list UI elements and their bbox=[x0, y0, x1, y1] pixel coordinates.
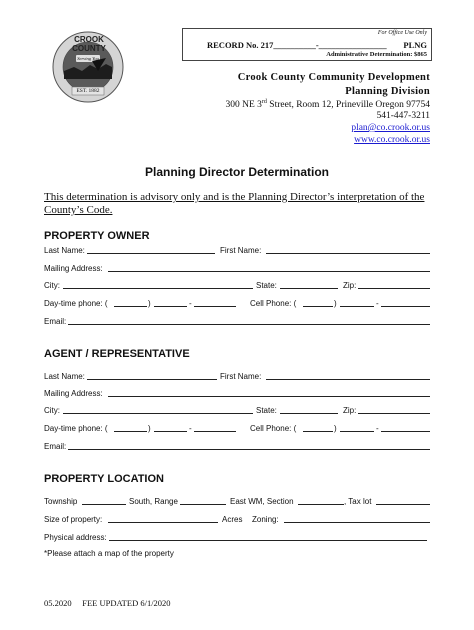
map-note-row bbox=[44, 546, 430, 558]
range-label: South, Range bbox=[129, 497, 178, 506]
owner-cell-paren: ) bbox=[334, 299, 337, 308]
agent-cell-area-field[interactable] bbox=[303, 431, 333, 432]
agent-first-name-label: First Name: bbox=[220, 372, 262, 381]
owner-zip-label: Zip: bbox=[343, 281, 357, 290]
address-sup: rd bbox=[261, 99, 267, 105]
address-suffix: Street, Room 12, Prineville Oregon 97754 bbox=[266, 100, 430, 111]
owner-day-number-field[interactable] bbox=[194, 306, 236, 307]
owner-mailing-label: Mailing Address: bbox=[44, 264, 103, 273]
owner-cell-phone-label: Cell Phone: ( bbox=[250, 299, 297, 308]
county-seal bbox=[52, 31, 124, 103]
agent-day-dash: - bbox=[189, 424, 192, 433]
section-field[interactable] bbox=[298, 504, 344, 505]
agent-day-number-field[interactable] bbox=[194, 431, 236, 432]
admin-fee: Administrative Determination: $865 bbox=[326, 51, 427, 58]
office-use-label: For Office Use Only bbox=[377, 30, 427, 36]
owner-last-name-label: Last Name: bbox=[44, 246, 85, 255]
physical-address-label: Physical address: bbox=[44, 533, 107, 542]
seal-est: EST. 1882 bbox=[76, 88, 100, 94]
owner-cell-area-field[interactable] bbox=[303, 306, 333, 307]
agent-last-name-label: Last Name: bbox=[44, 372, 85, 381]
agent-state-label: State: bbox=[256, 406, 277, 415]
agent-phone-row bbox=[44, 421, 430, 433]
owner-email-row bbox=[44, 314, 430, 326]
owner-day-area-field[interactable] bbox=[114, 306, 147, 307]
org-name: Crook County Community Development bbox=[237, 72, 430, 83]
owner-city-field[interactable] bbox=[63, 288, 253, 289]
footer-version: 05.2020 FEE UPDATED 6/1/2020 bbox=[44, 598, 171, 608]
owner-first-name-field[interactable] bbox=[266, 253, 430, 254]
advisory-text: This determination is advisory only and is the Planning Director’s interpretation of the County’s Code. bbox=[44, 191, 425, 216]
agent-zip-field[interactable] bbox=[358, 413, 430, 414]
record-suffix: PLNG bbox=[403, 40, 427, 50]
location-size-row bbox=[44, 512, 430, 524]
agent-day-prefix-field[interactable] bbox=[154, 431, 187, 432]
agent-state-field[interactable] bbox=[280, 413, 338, 414]
tax-lot-field[interactable] bbox=[376, 504, 430, 505]
agent-cell-phone-label: Cell Phone: ( bbox=[250, 424, 297, 433]
section-label: East WM, Section bbox=[230, 497, 294, 506]
agent-day-area-field[interactable] bbox=[114, 431, 147, 432]
seal-motto: Serving You bbox=[77, 56, 99, 61]
owner-zip-field[interactable] bbox=[358, 288, 430, 289]
agent-heading: AGENT / REPRESENTATIVE bbox=[44, 348, 190, 360]
agent-day-phone-label: Day-time phone: ( bbox=[44, 424, 108, 433]
zoning-field[interactable] bbox=[284, 522, 430, 523]
agent-email-label: Email: bbox=[44, 442, 67, 451]
owner-day-dash: - bbox=[189, 299, 192, 308]
map-note: *Please attach a map of the property bbox=[44, 549, 174, 558]
owner-last-name-field[interactable] bbox=[87, 253, 215, 254]
agent-cell-paren: ) bbox=[334, 424, 337, 433]
agent-mailing-label: Mailing Address: bbox=[44, 389, 103, 398]
range-field[interactable] bbox=[180, 504, 226, 505]
page-title: Planning Director Determination bbox=[144, 165, 330, 179]
agent-email-field[interactable] bbox=[68, 449, 430, 450]
agent-city-label: City: bbox=[44, 406, 60, 415]
size-label: Size of property: bbox=[44, 515, 103, 524]
seal-top-text: CROOK COUNTY bbox=[72, 35, 106, 53]
agent-city-field[interactable] bbox=[63, 413, 253, 414]
owner-day-prefix-field[interactable] bbox=[154, 306, 187, 307]
owner-cell-number-field[interactable] bbox=[381, 306, 430, 307]
zoning-label: Zoning: bbox=[252, 515, 279, 524]
office-use-box bbox=[182, 28, 432, 61]
agent-mailing-field[interactable] bbox=[108, 396, 430, 397]
org-website-link[interactable]: www.co.crook.or.us bbox=[354, 135, 430, 145]
owner-name-row bbox=[44, 243, 430, 255]
location-legal-row bbox=[44, 494, 430, 506]
township-label: Township bbox=[44, 497, 78, 506]
agent-name-row bbox=[44, 369, 430, 381]
owner-city-label: City: bbox=[44, 281, 60, 290]
owner-cell-prefix-field[interactable] bbox=[340, 306, 374, 307]
org-division: Planning Division bbox=[345, 86, 430, 97]
address-prefix: 300 NE 3 bbox=[225, 100, 262, 111]
org-address bbox=[226, 99, 431, 110]
location-physical-row bbox=[44, 530, 430, 542]
agent-mailing-row bbox=[44, 386, 430, 398]
agent-cell-prefix-field[interactable] bbox=[340, 431, 374, 432]
size-field[interactable] bbox=[108, 522, 218, 523]
owner-state-field[interactable] bbox=[280, 288, 338, 289]
agent-email-row bbox=[44, 439, 430, 451]
owner-day-paren: ) bbox=[148, 299, 151, 308]
owner-phone-row bbox=[44, 296, 430, 308]
agent-cell-dash: - bbox=[376, 424, 379, 433]
agent-day-paren: ) bbox=[148, 424, 151, 433]
owner-day-phone-label: Day-time phone: ( bbox=[44, 299, 108, 308]
owner-first-name-label: First Name: bbox=[220, 246, 262, 255]
owner-state-label: State: bbox=[256, 281, 277, 290]
agent-first-name-field[interactable] bbox=[266, 379, 430, 380]
org-email-link[interactable]: plan@co.crook.or.us bbox=[351, 123, 430, 133]
agent-zip-label: Zip: bbox=[343, 406, 357, 415]
agent-city-row bbox=[44, 403, 430, 415]
owner-email-field[interactable] bbox=[68, 324, 430, 325]
owner-heading: PROPERTY OWNER bbox=[44, 230, 150, 242]
acres-label: Acres bbox=[222, 515, 243, 524]
owner-mailing-field[interactable] bbox=[108, 271, 430, 272]
tax-lot-label: , Tax lot bbox=[344, 497, 372, 506]
physical-address-field[interactable] bbox=[109, 540, 427, 541]
owner-cell-dash: - bbox=[376, 299, 379, 308]
township-field[interactable] bbox=[82, 504, 126, 505]
agent-cell-number-field[interactable] bbox=[381, 431, 430, 432]
owner-mailing-row bbox=[44, 261, 430, 273]
owner-email-label: Email: bbox=[44, 317, 67, 326]
owner-city-row bbox=[44, 278, 430, 290]
record-number: RECORD No. 217__________-________________ bbox=[207, 40, 387, 50]
location-heading: PROPERTY LOCATION bbox=[44, 473, 164, 485]
org-phone: 541-447-3211 bbox=[376, 111, 430, 121]
agent-last-name-field[interactable] bbox=[87, 379, 217, 380]
